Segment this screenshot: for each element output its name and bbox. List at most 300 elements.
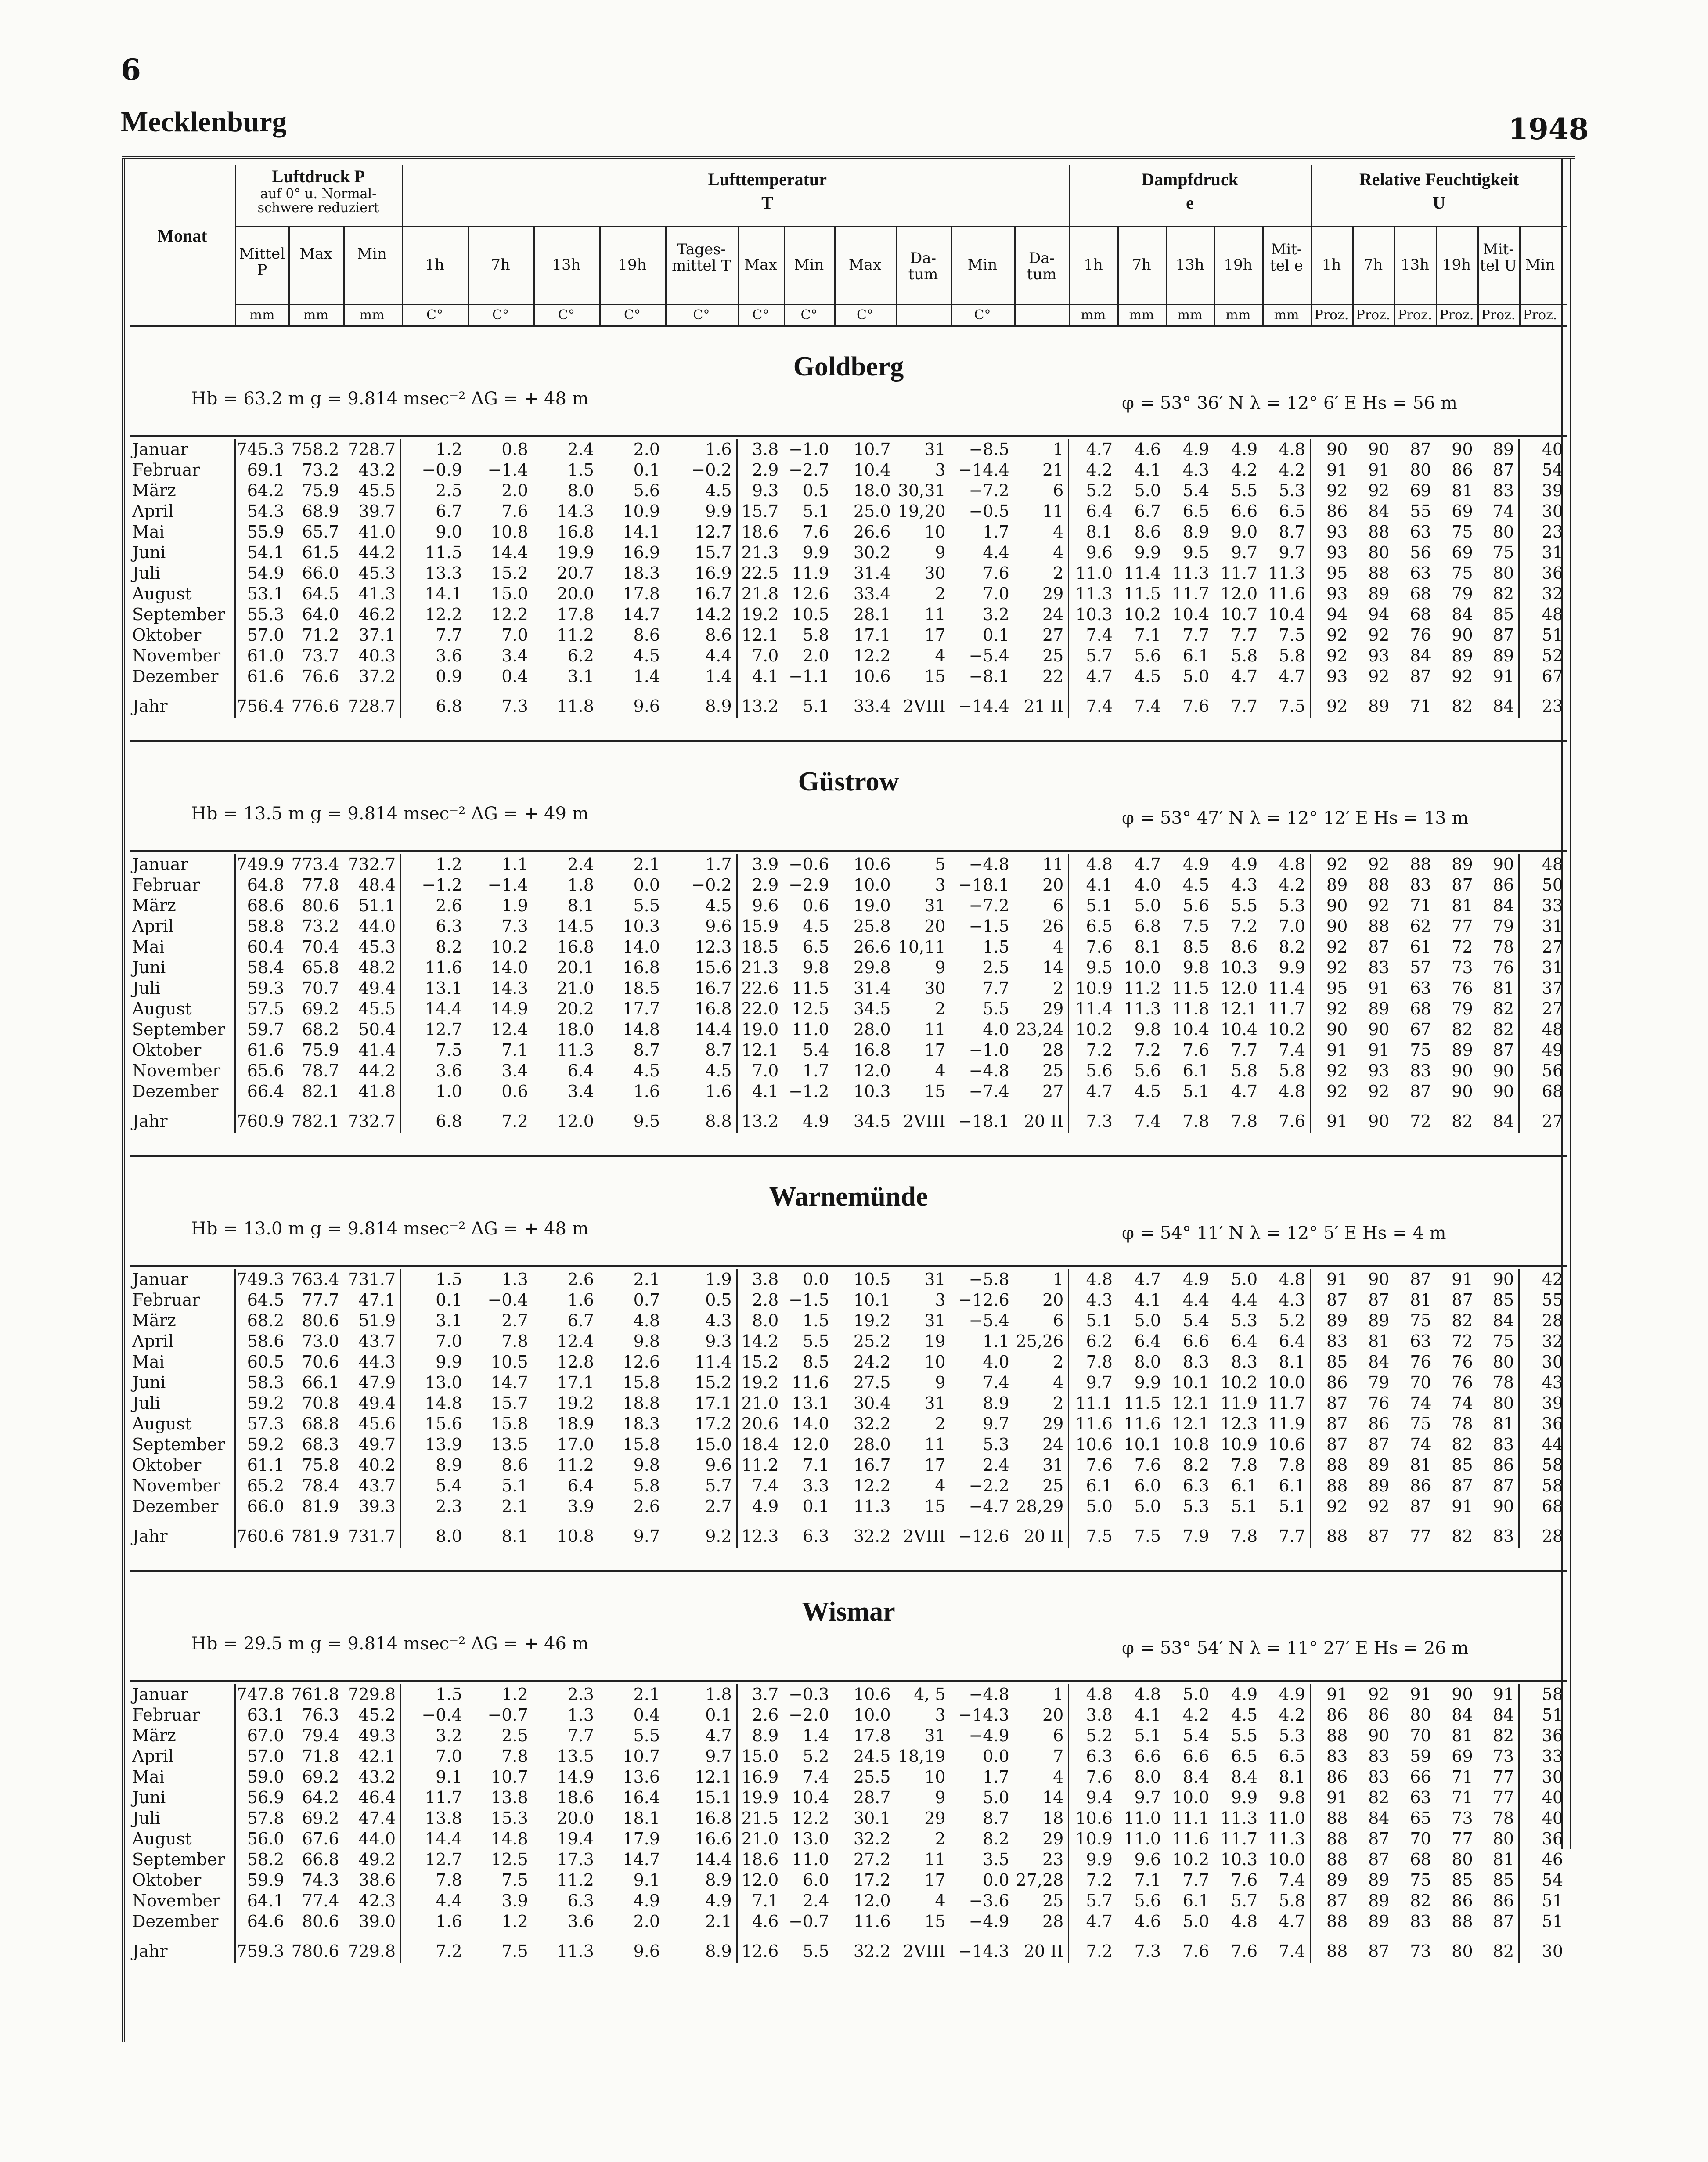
table-cell: 6 <box>1053 896 1064 915</box>
table-cell: 8.2 <box>401 937 467 957</box>
table-cell: 88 <box>1368 563 1390 583</box>
table-cell: 43.2 <box>358 1767 396 1787</box>
station-end-line <box>130 1570 1567 1572</box>
table-cell: 728.7 <box>348 697 396 716</box>
table-cell: 7.5 <box>501 1870 528 1890</box>
table-cell: 44.0 <box>358 917 396 936</box>
table-cell: 87 <box>1410 440 1431 459</box>
table-cell: 10.3 <box>623 917 660 936</box>
table-cell: 63.1 <box>235 1705 288 1725</box>
table-cell: 7.0 <box>737 646 783 666</box>
table-cell: 74 <box>1410 1393 1431 1413</box>
header-u-symbol: U <box>1433 193 1445 213</box>
table-cell: 2VIII <box>903 697 946 716</box>
table-cell: 4.3 <box>1279 1290 1305 1310</box>
table-cell: 80 <box>1452 1942 1473 1961</box>
table-cell: 4.3 <box>1069 1290 1117 1310</box>
table-cell: 87 <box>1492 625 1514 645</box>
table-cell: 7.4 <box>1279 1942 1305 1961</box>
table-cell: 12.1 <box>737 1040 783 1061</box>
table-cell: 83 <box>1310 1746 1352 1767</box>
table-cell: 57.5 <box>235 999 288 1019</box>
table-cell: 73 <box>1452 1808 1473 1828</box>
table-cell: 86 <box>1310 1705 1352 1725</box>
table-cell: −8.1 <box>969 667 1009 686</box>
table-cell: 55.9 <box>235 522 288 542</box>
table-cell: 69 <box>1452 502 1473 521</box>
table-cell: 87 <box>1368 1527 1390 1546</box>
table-cell: 7.4 <box>1279 1870 1305 1890</box>
table-cell: −7.4 <box>969 1082 1009 1101</box>
table-cell: 73 <box>1410 1942 1431 1961</box>
table-cell: 0.7 <box>633 1290 660 1310</box>
table-cell: 47.1 <box>358 1290 396 1310</box>
table-cell: 7.6 <box>1069 937 1117 957</box>
table-cell: 15.8 <box>491 1414 528 1433</box>
table-cell: 9.3 <box>737 480 783 501</box>
table-cell: 17.8 <box>623 584 660 603</box>
table-cell: 83 <box>1368 958 1390 977</box>
table-cell: 68 <box>1410 605 1431 624</box>
table-cell: 75 <box>1452 522 1473 541</box>
table-cell: 7.0 <box>983 584 1009 603</box>
table-cell: 21.0 <box>737 1393 783 1414</box>
table-cell: 49.4 <box>358 978 396 998</box>
table-cell: 91 <box>1310 1787 1352 1808</box>
table-cell: 6.0 <box>1134 1476 1161 1495</box>
table-cell: 64.2 <box>302 1788 339 1807</box>
table-cell: 11.9 <box>1220 1393 1258 1413</box>
table-cell: 22.6 <box>737 978 783 999</box>
month-label: November <box>132 1891 221 1910</box>
table-cell: 33 <box>1519 1746 1567 1767</box>
table-cell: 18.1 <box>623 1808 660 1828</box>
table-cell: 69 <box>1452 543 1473 562</box>
table-cell: 9.9 <box>802 543 829 562</box>
table-cell: 10.5 <box>792 605 829 624</box>
table-cell: 4.7 <box>1069 1911 1117 1932</box>
table-cell: 4.1 <box>737 1081 783 1102</box>
table-cell: 28 <box>1519 1517 1567 1548</box>
table-cell: 6.0 <box>802 1870 829 1890</box>
table-cell: 18.8 <box>623 1393 660 1413</box>
table-cell: 14.8 <box>401 1393 467 1414</box>
table-cell: 12.6 <box>623 1352 660 1372</box>
table-cell: 5.0 <box>1231 1270 1258 1289</box>
table-cell: 7.6 <box>1279 1112 1305 1131</box>
table-cell: 8.6 <box>705 625 732 645</box>
table-cell: 10.5 <box>491 1352 528 1372</box>
table-cell: 6.4 <box>567 1476 594 1495</box>
table-cell: 1.7 <box>705 855 732 874</box>
table-cell: 729.8 <box>348 1942 396 1961</box>
table-cell: 18 <box>1042 1808 1064 1828</box>
table-cell: 58 <box>1519 1455 1567 1476</box>
table-cell: 43 <box>1519 1372 1567 1393</box>
table-cell: 12.6 <box>737 1932 783 1963</box>
table-cell: 2.1 <box>705 1912 732 1931</box>
table-cell: 5.6 <box>1134 1061 1161 1080</box>
table-cell: 1.6 <box>401 1911 467 1932</box>
table-cell: 18.0 <box>557 1020 594 1039</box>
station-separator <box>130 435 1567 437</box>
table-cell: 731.7 <box>348 1270 396 1289</box>
table-cell: 5.6 <box>1069 1061 1117 1081</box>
table-cell: 83 <box>1410 875 1431 895</box>
table-cell: 71 <box>1410 896 1431 915</box>
table-cell: 7.4 <box>1279 1040 1305 1060</box>
table-cell: 2.6 <box>633 1497 660 1516</box>
table-cell: 72 <box>1452 1332 1473 1351</box>
table-cell: 26.6 <box>853 937 891 956</box>
table-cell: 9.0 <box>1231 522 1258 541</box>
table-cell: 1.2 <box>501 1912 528 1931</box>
table-cell: 23 <box>1519 687 1567 718</box>
table-cell: 90 <box>1368 1020 1390 1039</box>
table-cell: 40 <box>1519 439 1567 460</box>
table-cell: 7.4 <box>1134 697 1161 716</box>
table-cell: −14.3 <box>958 1705 1009 1725</box>
table-cell: 8.1 <box>1279 1767 1305 1787</box>
table-cell: 9.9 <box>1069 1849 1117 1870</box>
table-cell: 2 <box>935 999 946 1018</box>
table-cell: 51 <box>1519 1705 1567 1725</box>
table-cell: 2.0 <box>633 440 660 459</box>
table-cell: 16.7 <box>853 1455 891 1475</box>
table-cell: 5.6 <box>1182 896 1210 915</box>
table-cell: 93 <box>1310 666 1352 687</box>
unit-t-max-mean: C° <box>752 307 769 323</box>
table-cell: 3.6 <box>567 1912 594 1931</box>
table-cell: 78 <box>1492 1373 1514 1392</box>
table-cell: 21.3 <box>737 957 783 978</box>
table-row <box>130 1870 1567 1891</box>
table-cell: 3.2 <box>401 1725 467 1746</box>
table-cell: 5.0 <box>1134 1311 1161 1330</box>
table-cell: 5.0 <box>1134 1497 1161 1516</box>
table-cell: 5.1 <box>1279 1497 1305 1516</box>
table-cell: 66.1 <box>302 1373 339 1392</box>
table-cell: 5.4 <box>1182 481 1210 500</box>
table-cell: 4 <box>935 646 946 665</box>
table-cell: 81 <box>1452 1726 1473 1745</box>
table-cell: 12.1 <box>1172 1414 1210 1433</box>
table-cell: 24.5 <box>853 1747 891 1766</box>
table-cell: 5.8 <box>1279 1061 1305 1080</box>
table-cell: 5.5 <box>802 1942 829 1961</box>
table-cell: 90 <box>1452 1061 1473 1080</box>
table-cell: 7.0 <box>737 1061 783 1081</box>
table-cell: 21.8 <box>737 584 783 604</box>
table-cell: 11.8 <box>557 697 594 716</box>
table-cell: 761.8 <box>291 1685 339 1704</box>
table-cell: 17.8 <box>557 605 594 624</box>
table-cell: 12.4 <box>491 1020 528 1039</box>
table-cell: 10.6 <box>853 667 891 686</box>
table-cell: 17.7 <box>623 999 660 1018</box>
table-cell: 1 <box>1053 1270 1064 1289</box>
table-cell: 5.8 <box>633 1476 660 1495</box>
table-cell: 3 <box>935 1705 946 1725</box>
table-cell: 15.1 <box>695 1788 732 1807</box>
table-cell: −4.8 <box>969 1061 1009 1080</box>
table-cell: 89 <box>1368 1870 1390 1890</box>
table-cell: 17 <box>924 1040 946 1060</box>
table-cell: 20 <box>924 917 946 936</box>
table-cell: 11.0 <box>1124 1808 1161 1828</box>
table-cell: 69.2 <box>302 999 339 1018</box>
table-cell: 59.0 <box>235 1767 288 1787</box>
table-cell: 91 <box>1368 1040 1390 1060</box>
unit-t-min-mean: C° <box>800 307 818 323</box>
month-label: April <box>132 1332 174 1351</box>
table-row <box>130 1061 1567 1081</box>
table-cell: 9.9 <box>1134 543 1161 562</box>
table-cell: 5.8 <box>1279 1891 1305 1910</box>
table-cell: 82 <box>1492 584 1514 603</box>
table-cell: 7.7 <box>983 978 1009 998</box>
unit-u-7h: Proz. <box>1356 307 1391 323</box>
table-cell: 10.0 <box>1124 958 1161 977</box>
table-cell: 10.6 <box>1268 1435 1305 1454</box>
table-cell: 32.2 <box>853 1414 891 1433</box>
table-cell: 65.8 <box>302 958 339 977</box>
table-cell: 66.0 <box>302 563 339 583</box>
table-cell: 11.3 <box>1220 1808 1258 1828</box>
table-cell: 5.1 <box>802 697 829 716</box>
table-cell: 9.9 <box>401 1352 467 1372</box>
table-row <box>130 1849 1567 1870</box>
table-cell: 2.4 <box>567 855 594 874</box>
table-cell: 12.0 <box>853 1061 891 1080</box>
table-cell: 88 <box>1310 1517 1352 1548</box>
station-meta-left: Hb = 13.5 m g = 9.814 msec⁻² ΔG = + 49 m <box>191 804 589 824</box>
table-cell: 11.9 <box>792 563 829 583</box>
table-cell: 89 <box>1368 1311 1390 1330</box>
table-cell: 65.6 <box>235 1061 288 1081</box>
table-cell: 11.4 <box>1069 999 1117 1019</box>
table-cell: 29 <box>1042 999 1064 1018</box>
table-cell: 86 <box>1410 1476 1431 1495</box>
table-row <box>130 1269 1567 1290</box>
month-label: Februar <box>132 460 200 480</box>
table-cell: 68 <box>1410 1850 1431 1869</box>
table-cell: 92 <box>1310 1496 1352 1517</box>
table-cell: 44.2 <box>358 1061 396 1080</box>
table-cell: 68 <box>1519 1496 1567 1517</box>
table-cell: 11.3 <box>1124 999 1161 1018</box>
header-e-1h: 1h <box>1084 256 1103 274</box>
table-cell: 51 <box>1519 1911 1567 1932</box>
table-cell: 11.3 <box>557 1040 594 1060</box>
table-cell: 13.5 <box>557 1747 594 1766</box>
table-cell: 9.5 <box>633 1112 660 1131</box>
table-cell: 66.4 <box>235 1081 288 1102</box>
table-cell: 7.6 <box>1231 1870 1258 1890</box>
unit-p-min: mm <box>359 307 385 323</box>
table-cell: 58.6 <box>235 1331 288 1352</box>
table-cell: 20 II <box>1023 1942 1064 1961</box>
table-cell: 87 <box>1368 1290 1390 1310</box>
table-cell: 28.7 <box>853 1788 891 1807</box>
table-cell: 30 <box>1519 1767 1567 1787</box>
table-cell: 90 <box>1368 1112 1390 1131</box>
table-cell: 73.2 <box>302 917 339 936</box>
unit-u-1h: Proz. <box>1314 307 1349 323</box>
table-cell: 7.3 <box>501 697 528 716</box>
table-cell: 76 <box>1410 1352 1431 1372</box>
table-cell: 1.6 <box>705 440 732 459</box>
table-cell: 16.8 <box>695 1808 732 1828</box>
table-cell: 7.7 <box>401 625 467 646</box>
table-cell: 21.3 <box>737 542 783 563</box>
table-cell: 4.9 <box>737 1496 783 1517</box>
table-cell: 8.8 <box>705 1112 732 1131</box>
table-row <box>130 1290 1567 1310</box>
table-cell: −12.6 <box>958 1290 1009 1310</box>
table-cell: 90 <box>1310 895 1352 916</box>
table-cell: 7.6 <box>1182 1040 1210 1060</box>
table-cell: 5.3 <box>983 1435 1009 1454</box>
table-cell: 80 <box>1492 1352 1514 1372</box>
table-cell: 90 <box>1452 1685 1473 1704</box>
table-row <box>130 1705 1567 1725</box>
month-label: Oktober <box>132 1870 202 1890</box>
table-row <box>130 625 1567 646</box>
table-cell: 92 <box>1310 1061 1352 1081</box>
table-cell: 70.4 <box>302 937 339 956</box>
table-cell: 10.4 <box>792 1788 829 1807</box>
table-cell: 4.5 <box>633 1061 660 1080</box>
table-cell: 5.1 <box>802 502 829 521</box>
table-cell: 10.7 <box>853 440 891 459</box>
table-cell: 17.9 <box>623 1829 660 1848</box>
table-cell: 6.3 <box>401 916 467 937</box>
table-cell: 86 <box>1492 1891 1514 1910</box>
table-cell: 78 <box>1492 1808 1514 1828</box>
table-cell: −0.4 <box>401 1705 467 1725</box>
table-cell: 7 <box>1053 1747 1064 1766</box>
table-cell: 14.8 <box>491 1829 528 1848</box>
table-cell: 760.6 <box>235 1517 288 1548</box>
table-cell: 31 <box>924 440 946 459</box>
table-cell: 18.6 <box>737 1849 783 1870</box>
table-cell: 87 <box>1492 1912 1514 1931</box>
table-cell: 57.0 <box>235 1746 288 1767</box>
table-cell: 54.3 <box>235 501 288 522</box>
table-cell: 59.9 <box>235 1870 288 1891</box>
table-cell: 87 <box>1410 667 1431 686</box>
table-cell: −14.3 <box>958 1942 1009 1961</box>
table-cell: −1.2 <box>401 875 467 895</box>
table-cell: 5.0 <box>1182 667 1210 686</box>
table-cell: 36 <box>1519 1829 1567 1849</box>
table-cell: 14.4 <box>491 543 528 562</box>
table-cell: 10.1 <box>1124 1435 1161 1454</box>
table-cell: 32 <box>1519 584 1567 604</box>
table-cell: 15.6 <box>695 958 732 977</box>
table-cell: 4.5 <box>1182 875 1210 895</box>
table-cell: 17.8 <box>853 1726 891 1745</box>
table-cell: 4.8 <box>1069 1684 1117 1705</box>
table-cell: 14 <box>1042 958 1064 977</box>
table-cell: 11.6 <box>401 957 467 978</box>
table-cell: 70.8 <box>302 1393 339 1413</box>
table-cell: 75 <box>1492 543 1514 562</box>
table-row <box>130 957 1567 978</box>
table-cell: 87 <box>1492 1476 1514 1495</box>
header-t-max-datum: Da-tum <box>908 249 938 284</box>
table-row <box>130 875 1567 895</box>
table-cell: 90 <box>1492 1497 1514 1516</box>
table-cell: 7.6 <box>501 502 528 521</box>
table-cell: 9.6 <box>1134 1850 1161 1869</box>
table-cell: 61.0 <box>235 646 288 666</box>
table-cell: 72 <box>1410 1112 1431 1131</box>
table-cell: 6 <box>1053 1726 1064 1745</box>
table-cell: 17.2 <box>695 1414 732 1433</box>
table-cell: 46 <box>1519 1849 1567 1870</box>
table-cell: −0.3 <box>789 1685 829 1704</box>
table-cell: 9 <box>935 958 946 977</box>
table-cell: 58 <box>1519 1476 1567 1496</box>
page-number: 6 <box>121 53 141 87</box>
table-cell: 71.2 <box>302 625 339 645</box>
table-cell: 54 <box>1519 460 1567 480</box>
table-cell: 90 <box>1492 1082 1514 1101</box>
table-cell: 60.4 <box>235 937 288 957</box>
table-cell: 11.5 <box>1172 978 1210 998</box>
table-cell: 4.7 <box>1069 666 1117 687</box>
table-cell: 5.0 <box>1182 1912 1210 1931</box>
month-label: September <box>132 1020 225 1039</box>
table-cell: 10.0 <box>853 875 891 895</box>
table-cell: −0.2 <box>691 875 732 895</box>
table-cell: 48 <box>1519 604 1567 625</box>
month-label: Februar <box>132 875 200 895</box>
table-row <box>130 666 1567 687</box>
table-cell: 5.2 <box>1069 1725 1117 1746</box>
table-cell: 83 <box>1368 1767 1390 1787</box>
table-cell: 4.7 <box>1069 1081 1117 1102</box>
station-meta-right: φ = 54° 11′ N λ = 12° 5′ E Hs = 4 m <box>1122 1223 1446 1243</box>
table-cell: 91 <box>1310 1102 1352 1133</box>
table-cell: 773.4 <box>291 855 339 874</box>
table-cell: 17.1 <box>557 1373 594 1392</box>
year-row <box>130 1102 1567 1133</box>
table-cell: 25 <box>1042 1476 1064 1495</box>
table-cell: 77.8 <box>302 875 339 895</box>
table-cell: 10.7 <box>623 1747 660 1766</box>
table-cell: 11.0 <box>1069 563 1117 584</box>
table-cell: 8.0 <box>1134 1767 1161 1787</box>
header-p-min: Min <box>357 245 387 263</box>
table-cell: 7.0 <box>1279 917 1305 936</box>
table-cell: 9 <box>935 1373 946 1392</box>
table-cell: 74 <box>1452 1393 1473 1413</box>
table-cell: 20.0 <box>557 584 594 603</box>
table-cell: 7.6 <box>1134 1455 1161 1475</box>
table-cell: 84 <box>1368 1808 1390 1828</box>
table-cell: 16.8 <box>853 1040 891 1060</box>
table-cell: 12.1 <box>1172 1393 1210 1413</box>
table-cell: 6.7 <box>1134 502 1161 521</box>
table-cell: 2 <box>1053 1352 1064 1372</box>
table-cell: 21.0 <box>557 978 594 998</box>
table-cell: 2.1 <box>633 1685 660 1704</box>
table-cell: 19.4 <box>557 1829 594 1848</box>
table-cell: 2.7 <box>501 1311 528 1330</box>
